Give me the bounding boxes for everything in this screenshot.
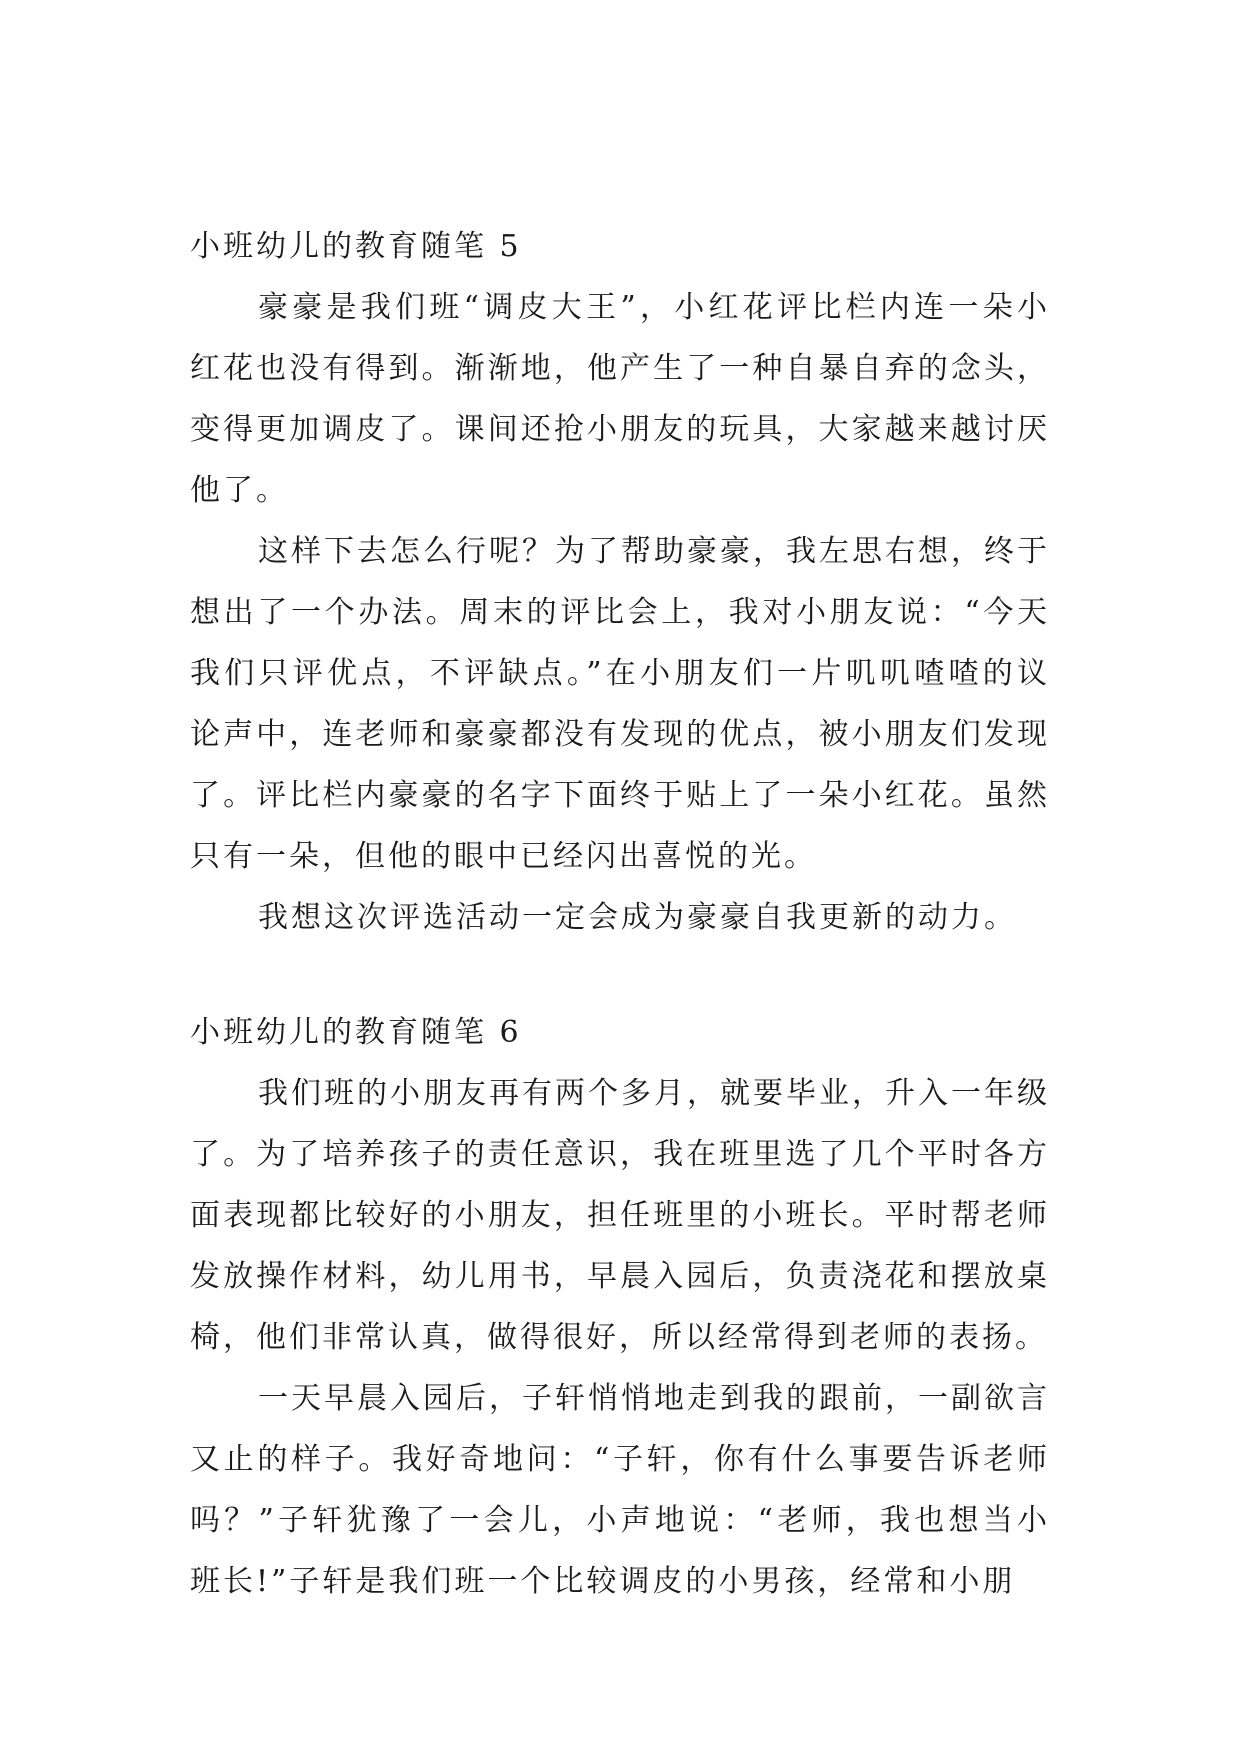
document-page [190,216,1050,1612]
paragraph: 我想这次评选活动一定会成为豪豪自我更新的动力。 [258,900,1017,935]
paragraph: 豪豪是我们班“调皮大王”，小红花评比栏内连一朵小红花也没有得到。渐渐地，他产生了一种自暴自弃的念头，变得更加调皮了。课间还抢小朋友的玩具，大家越来越讨厌他了。 [190,290,1050,508]
paragraph: 一天早晨入园后，子轩悄悄地走到我的跟前，一副欲言又止的样子。我好奇地问：“子轩，你有什么事要告诉老师吗？”子轩犹豫了一会儿，小声地说：“老师，我也想当小班长!”子轩是我们班一个比较调皮的小男孩，经常和小朋 [190,1381,1050,1599]
essay-section-6 [190,1002,1050,1612]
section-title: 小班幼儿的教育随笔 5 [190,229,522,264]
paragraph: 这样下去怎么行呢？为了帮助豪豪，我左思右想，终于想出了一个办法。周末的评比会上，我对小朋友说：“今天我们只评优点，不评缺点。”在小朋友们一片叽叽喳喳的议论声中，连老师和豪豪都没有发现的优点，被小朋友们发现了。评比栏内豪豪的名字下面终于贴上了一朵小红花。虽然只有一朵，但他的眼中已经闪出喜悦的光。 [190,534,1050,874]
section-spacer [190,948,1050,1002]
paragraph: 我们班的小朋友再有两个多月，就要毕业，升入一年级了。为了培养孩子的责任意识，我在班里选了几个平时各方面表现都比较好的小朋友，担任班里的小班长。平时帮老师发放操作材料，幼儿用书，早晨入园后，负责浇花和摆放桌椅，他们非常认真，做得很好，所以经常得到老师的表扬。 [190,1076,1050,1355]
essay-section-5 [190,216,1050,948]
section-title: 小班幼儿的教育随笔 6 [190,1015,522,1050]
